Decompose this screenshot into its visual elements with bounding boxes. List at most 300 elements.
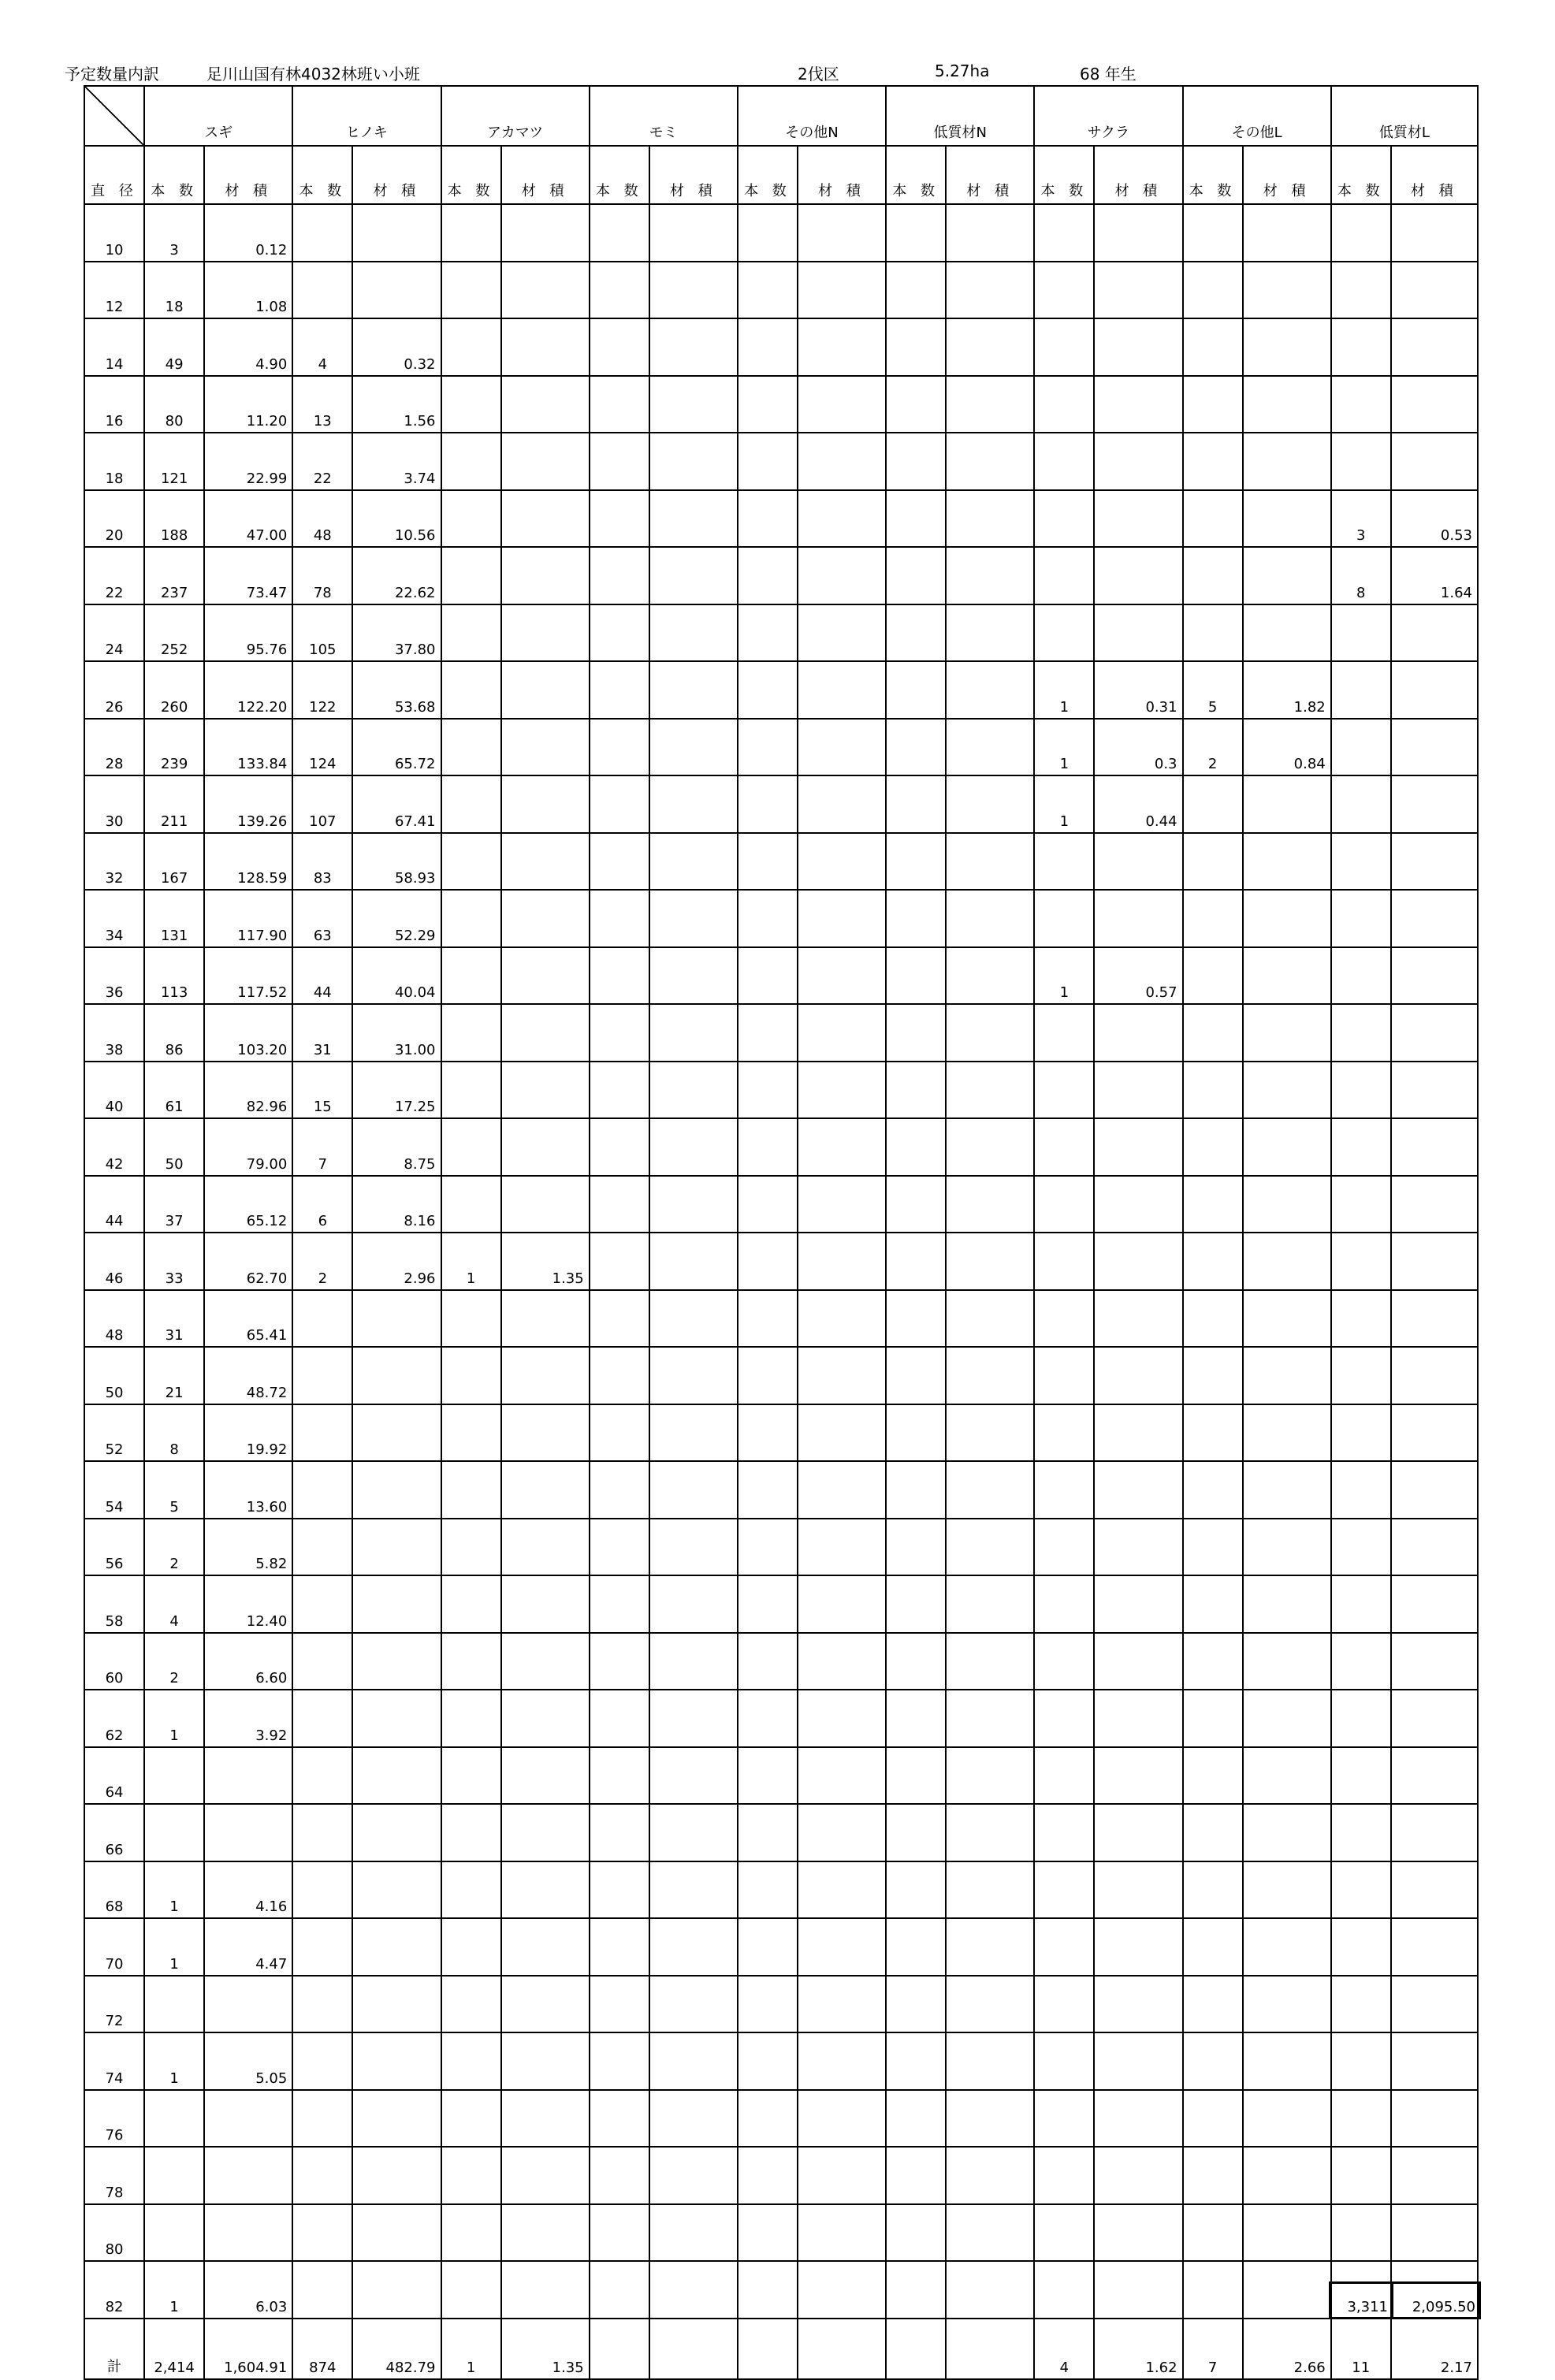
count-cell <box>1034 1118 1094 1176</box>
count-cell <box>590 2147 649 2204</box>
volume-cell <box>501 2261 590 2319</box>
count-cell <box>1183 1633 1243 1690</box>
table-row <box>84 2261 1478 2319</box>
count-cell: 1 <box>144 2032 204 2090</box>
volume-cell <box>1094 1861 1182 1919</box>
count-cell <box>441 204 501 262</box>
count-cell: 1 <box>1034 775 1094 833</box>
volume-cell <box>946 433 1034 490</box>
count-cell <box>1034 833 1094 891</box>
count-cell: 49 <box>144 318 204 376</box>
count-cell <box>1183 775 1243 833</box>
volume-cell <box>649 2261 738 2319</box>
volume-cell <box>204 2090 292 2148</box>
count-cell <box>590 1118 649 1176</box>
count-cell <box>1331 1918 1391 1976</box>
volume-cell <box>1243 2204 1331 2262</box>
volume-cell: 1.62 <box>1094 2319 1182 2379</box>
count-cell <box>292 1804 352 1861</box>
count-cell <box>738 262 798 319</box>
count-cell <box>738 433 798 490</box>
count-cell <box>590 490 649 548</box>
volume-cell <box>946 2090 1034 2148</box>
count-cell <box>886 2261 946 2319</box>
count-cell <box>886 775 946 833</box>
count-cell: 1 <box>1034 661 1094 719</box>
volume-cell <box>1094 376 1182 433</box>
volume-cell <box>1094 547 1182 604</box>
count-cell <box>590 204 649 262</box>
volume-cell: 103.20 <box>204 1004 292 1062</box>
table-row <box>84 1461 1478 1519</box>
volume-cell <box>798 1062 886 1119</box>
volume-cell <box>501 262 590 319</box>
count-cell <box>441 661 501 719</box>
count-cell <box>590 719 649 776</box>
count-cell <box>1034 1461 1094 1519</box>
count-cell <box>441 2032 501 2090</box>
volume-cell <box>1243 433 1331 490</box>
diameter-cell: 68 <box>84 1861 144 1919</box>
count-cell <box>590 2261 649 2319</box>
diameter-cell: 24 <box>84 604 144 662</box>
volume-cell <box>946 1347 1034 1404</box>
volume-cell <box>798 2204 886 2262</box>
volume-cell <box>798 2032 886 2090</box>
volume-cell <box>1391 604 1478 662</box>
total-label: 計 <box>84 2319 144 2379</box>
count-cell <box>590 775 649 833</box>
volume-cell: 1.82 <box>1243 661 1331 719</box>
volume-cell <box>946 661 1034 719</box>
diameter-cell: 34 <box>84 890 144 947</box>
count-header: 本 数 <box>1331 146 1391 204</box>
count-cell <box>738 1633 798 1690</box>
volume-cell <box>798 1918 886 1976</box>
volume-cell: 95.76 <box>204 604 292 662</box>
volume-cell <box>1391 775 1478 833</box>
volume-cell <box>798 661 886 719</box>
count-cell <box>441 1804 501 1861</box>
count-cell <box>1034 1861 1094 1919</box>
volume-cell <box>946 547 1034 604</box>
count-cell <box>590 2090 649 2148</box>
volume-cell <box>798 1633 886 1690</box>
volume-cell <box>946 2032 1034 2090</box>
count-cell: 2 <box>144 1633 204 1690</box>
diameter-cell: 48 <box>84 1290 144 1348</box>
count-cell <box>886 890 946 947</box>
volume-cell <box>1094 1290 1182 1348</box>
volume-cell <box>1391 1575 1478 1633</box>
volume-cell: 0.31 <box>1094 661 1182 719</box>
count-cell <box>441 1118 501 1176</box>
volume-cell: 17.25 <box>352 1062 441 1119</box>
volume-cell <box>501 1861 590 1919</box>
volume-cell <box>1391 1918 1478 1976</box>
volume-cell <box>649 1519 738 1576</box>
volume-cell <box>1094 1461 1182 1519</box>
volume-cell: 12.40 <box>204 1575 292 1633</box>
volume-cell <box>1243 1290 1331 1348</box>
count-cell <box>1331 1118 1391 1176</box>
count-cell <box>1331 833 1391 891</box>
count-cell: 5 <box>1183 661 1243 719</box>
volume-cell <box>352 1575 441 1633</box>
volume-cell <box>649 433 738 490</box>
count-cell <box>1183 204 1243 262</box>
count-cell <box>590 1861 649 1919</box>
volume-cell <box>1094 1575 1182 1633</box>
volume-header: 材 積 <box>501 146 590 204</box>
diameter-cell: 28 <box>84 719 144 776</box>
volume-cell: 5.05 <box>204 2032 292 2090</box>
count-cell <box>1183 376 1243 433</box>
count-cell <box>1183 318 1243 376</box>
volume-cell <box>1391 1633 1478 1690</box>
volume-cell <box>798 1861 886 1919</box>
count-cell <box>1034 1918 1094 1976</box>
count-cell <box>590 1804 649 1861</box>
count-cell <box>738 1062 798 1119</box>
count-header: 本 数 <box>590 146 649 204</box>
count-cell <box>1034 1004 1094 1062</box>
volume-cell: 6.60 <box>204 1633 292 1690</box>
volume-cell <box>1391 719 1478 776</box>
volume-cell: 0.32 <box>352 318 441 376</box>
volume-cell <box>352 1404 441 1462</box>
table-row <box>84 604 1478 662</box>
volume-cell <box>649 1690 738 1747</box>
count-cell <box>1331 890 1391 947</box>
volume-cell <box>501 1690 590 1747</box>
count-cell <box>1183 1519 1243 1576</box>
count-cell <box>292 1633 352 1690</box>
count-cell <box>590 2204 649 2262</box>
count-cell <box>886 1290 946 1348</box>
table-row <box>84 204 1478 262</box>
volume-cell <box>1391 1461 1478 1519</box>
table-row <box>84 1004 1478 1062</box>
count-cell <box>1034 2147 1094 2204</box>
volume-cell <box>649 1918 738 1976</box>
table-row <box>84 547 1478 604</box>
count-cell <box>590 1747 649 1805</box>
species-header: サクラ <box>1034 86 1182 146</box>
volume-cell <box>1094 1804 1182 1861</box>
volume-cell <box>1391 1519 1478 1576</box>
count-cell <box>1331 775 1391 833</box>
count-cell <box>738 719 798 776</box>
volume-cell: 13.60 <box>204 1461 292 1519</box>
count-header: 本 数 <box>441 146 501 204</box>
volume-cell <box>649 1004 738 1062</box>
corner-cell <box>84 86 144 146</box>
volume-cell <box>649 1575 738 1633</box>
table-row <box>84 775 1478 833</box>
volume-cell: 1,604.91 <box>204 2319 292 2379</box>
count-cell <box>1331 433 1391 490</box>
count-cell <box>1183 433 1243 490</box>
count-cell <box>738 204 798 262</box>
count-cell: 252 <box>144 604 204 662</box>
volume-cell <box>798 376 886 433</box>
count-cell: 1 <box>1034 719 1094 776</box>
volume-cell <box>649 547 738 604</box>
volume-cell <box>501 2147 590 2204</box>
count-cell: 237 <box>144 547 204 604</box>
table-row <box>84 1976 1478 2033</box>
volume-cell <box>798 2090 886 2148</box>
count-cell: 86 <box>144 1004 204 1062</box>
volume-cell <box>1243 775 1331 833</box>
volume-cell <box>1094 490 1182 548</box>
volume-cell: 62.70 <box>204 1233 292 1290</box>
volume-cell: 8.16 <box>352 1176 441 1233</box>
table-row <box>84 1918 1478 1976</box>
volume-cell <box>798 1118 886 1176</box>
count-cell <box>292 1976 352 2033</box>
count-cell: 83 <box>292 833 352 891</box>
volume-header: 材 積 <box>1094 146 1182 204</box>
count-cell <box>1034 1747 1094 1805</box>
count-cell <box>441 719 501 776</box>
count-cell <box>441 318 501 376</box>
count-cell <box>738 661 798 719</box>
diameter-cell: 40 <box>84 1062 144 1119</box>
count-cell <box>590 604 649 662</box>
volume-cell <box>352 1804 441 1861</box>
count-cell: 8 <box>144 1404 204 1462</box>
volume-cell <box>649 490 738 548</box>
diameter-cell: 42 <box>84 1118 144 1176</box>
count-cell <box>1034 318 1094 376</box>
table-row <box>84 1519 1478 1576</box>
volume-cell: 4.90 <box>204 318 292 376</box>
volume-cell: 53.68 <box>352 661 441 719</box>
count-header: 本 数 <box>292 146 352 204</box>
count-cell <box>292 1519 352 1576</box>
table-row <box>84 1176 1478 1233</box>
volume-cell <box>798 1690 886 1747</box>
volume-cell <box>1243 1861 1331 1919</box>
count-cell <box>441 775 501 833</box>
count-cell <box>1183 1118 1243 1176</box>
volume-cell <box>1094 262 1182 319</box>
table-row <box>84 1633 1478 1690</box>
count-cell <box>886 947 946 1005</box>
volume-cell <box>1094 890 1182 947</box>
volume-cell <box>798 2261 886 2319</box>
count-cell <box>1183 1861 1243 1919</box>
volume-cell <box>1094 833 1182 891</box>
volume-cell <box>798 2147 886 2204</box>
volume-cell: 0.53 <box>1391 490 1478 548</box>
volume-cell <box>649 1233 738 1290</box>
volume-cell <box>501 604 590 662</box>
count-cell <box>441 1004 501 1062</box>
volume-cell: 11.20 <box>204 376 292 433</box>
count-cell: 7 <box>1183 2319 1243 2379</box>
count-cell <box>886 1633 946 1690</box>
table-body <box>84 204 1478 2379</box>
count-cell <box>441 890 501 947</box>
count-header: 本 数 <box>738 146 798 204</box>
count-cell: 1 <box>144 2261 204 2319</box>
volume-cell <box>798 890 886 947</box>
count-cell <box>292 1918 352 1976</box>
count-cell <box>886 1347 946 1404</box>
volume-cell <box>1094 1004 1182 1062</box>
count-cell <box>738 947 798 1005</box>
count-cell <box>590 1062 649 1119</box>
table-row <box>84 1062 1478 1119</box>
volume-cell <box>1391 204 1478 262</box>
volume-cell <box>501 490 590 548</box>
count-cell <box>886 1461 946 1519</box>
volume-cell <box>501 433 590 490</box>
volume-cell <box>649 1118 738 1176</box>
count-cell <box>886 719 946 776</box>
diameter-cell: 72 <box>84 1976 144 2033</box>
volume-cell <box>798 1747 886 1805</box>
diameter-header: 直 径 <box>84 146 144 204</box>
count-cell <box>292 1747 352 1805</box>
volume-cell <box>501 376 590 433</box>
volume-cell: 4.47 <box>204 1918 292 1976</box>
volume-cell <box>1094 2204 1182 2262</box>
count-cell <box>441 1575 501 1633</box>
count-cell <box>590 318 649 376</box>
count-cell <box>144 2147 204 2204</box>
count-cell <box>1183 2090 1243 2148</box>
count-cell: 11 <box>1331 2319 1391 2379</box>
count-cell <box>1331 1062 1391 1119</box>
table-row <box>84 2090 1478 2148</box>
count-cell <box>1034 2261 1094 2319</box>
volume-cell <box>1243 204 1331 262</box>
table-row <box>84 376 1478 433</box>
diameter-cell: 10 <box>84 204 144 262</box>
table-row <box>84 2032 1478 2090</box>
count-cell: 22 <box>292 433 352 490</box>
count-cell <box>441 2204 501 2262</box>
volume-cell <box>946 262 1034 319</box>
volume-cell <box>1094 1519 1182 1576</box>
count-cell: 63 <box>292 890 352 947</box>
count-cell <box>590 1633 649 1690</box>
count-cell <box>738 2261 798 2319</box>
volume-cell <box>946 2261 1034 2319</box>
count-cell <box>1331 1747 1391 1805</box>
count-cell <box>144 1747 204 1805</box>
count-cell <box>886 1233 946 1290</box>
volume-cell <box>1243 2090 1331 2148</box>
count-cell <box>738 1690 798 1747</box>
volume-cell: 139.26 <box>204 775 292 833</box>
count-cell <box>441 1519 501 1576</box>
volume-cell <box>798 318 886 376</box>
count-cell <box>886 2319 946 2379</box>
volume-cell: 3.74 <box>352 433 441 490</box>
table-row <box>84 1404 1478 1462</box>
volume-cell <box>1391 2090 1478 2148</box>
volume-cell <box>1094 1233 1182 1290</box>
volume-cell <box>798 1461 886 1519</box>
table-row <box>84 1747 1478 1805</box>
count-cell <box>738 604 798 662</box>
volume-cell: 128.59 <box>204 833 292 891</box>
count-cell <box>1183 547 1243 604</box>
volume-header: 材 積 <box>1391 146 1478 204</box>
volume-cell <box>352 2090 441 2148</box>
volume-cell <box>204 2147 292 2204</box>
count-cell <box>441 1062 501 1119</box>
volume-cell <box>1391 1976 1478 2033</box>
count-cell: 31 <box>292 1004 352 1062</box>
count-cell: 2 <box>292 1233 352 1290</box>
diameter-cell: 80 <box>84 2204 144 2262</box>
count-cell: 4 <box>1034 2319 1094 2379</box>
count-cell <box>1331 1976 1391 2033</box>
count-cell <box>886 376 946 433</box>
volume-cell <box>798 1976 886 2033</box>
volume-cell <box>501 661 590 719</box>
count-cell <box>590 947 649 1005</box>
count-cell <box>738 1347 798 1404</box>
volume-cell <box>1391 1290 1478 1348</box>
count-cell: 61 <box>144 1062 204 1119</box>
volume-cell <box>1243 547 1331 604</box>
count-cell <box>738 318 798 376</box>
count-cell <box>886 1747 946 1805</box>
table-row <box>84 890 1478 947</box>
count-cell <box>1183 604 1243 662</box>
table-row <box>84 1290 1478 1348</box>
count-cell <box>886 547 946 604</box>
count-cell <box>738 833 798 891</box>
volume-cell <box>798 833 886 891</box>
count-cell <box>738 1461 798 1519</box>
count-cell <box>1331 1861 1391 1919</box>
species-header: その他L <box>1183 86 1331 146</box>
count-cell <box>144 1976 204 2033</box>
table-row <box>84 1804 1478 1861</box>
volume-cell: 1.64 <box>1391 547 1478 604</box>
diameter-cell: 14 <box>84 318 144 376</box>
count-cell <box>886 1976 946 2033</box>
volume-cell <box>1094 2090 1182 2148</box>
diameter-cell: 18 <box>84 433 144 490</box>
count-cell <box>886 2204 946 2262</box>
table-row <box>84 2204 1478 2262</box>
volume-cell <box>649 1347 738 1404</box>
volume-cell <box>1243 1233 1331 1290</box>
volume-cell <box>1243 2261 1331 2319</box>
count-cell: 31 <box>144 1290 204 1348</box>
location-label: 足川山国有林4032林班い小班 <box>206 65 420 84</box>
volume-cell: 117.90 <box>204 890 292 947</box>
volume-cell <box>352 1633 441 1690</box>
volume-cell: 8.75 <box>352 1118 441 1176</box>
count-cell: 18 <box>144 262 204 319</box>
volume-cell <box>649 2090 738 2148</box>
count-cell: 7 <box>292 1118 352 1176</box>
count-cell <box>1331 1633 1391 1690</box>
volume-cell <box>1094 204 1182 262</box>
count-cell <box>441 547 501 604</box>
volume-cell: 22.62 <box>352 547 441 604</box>
